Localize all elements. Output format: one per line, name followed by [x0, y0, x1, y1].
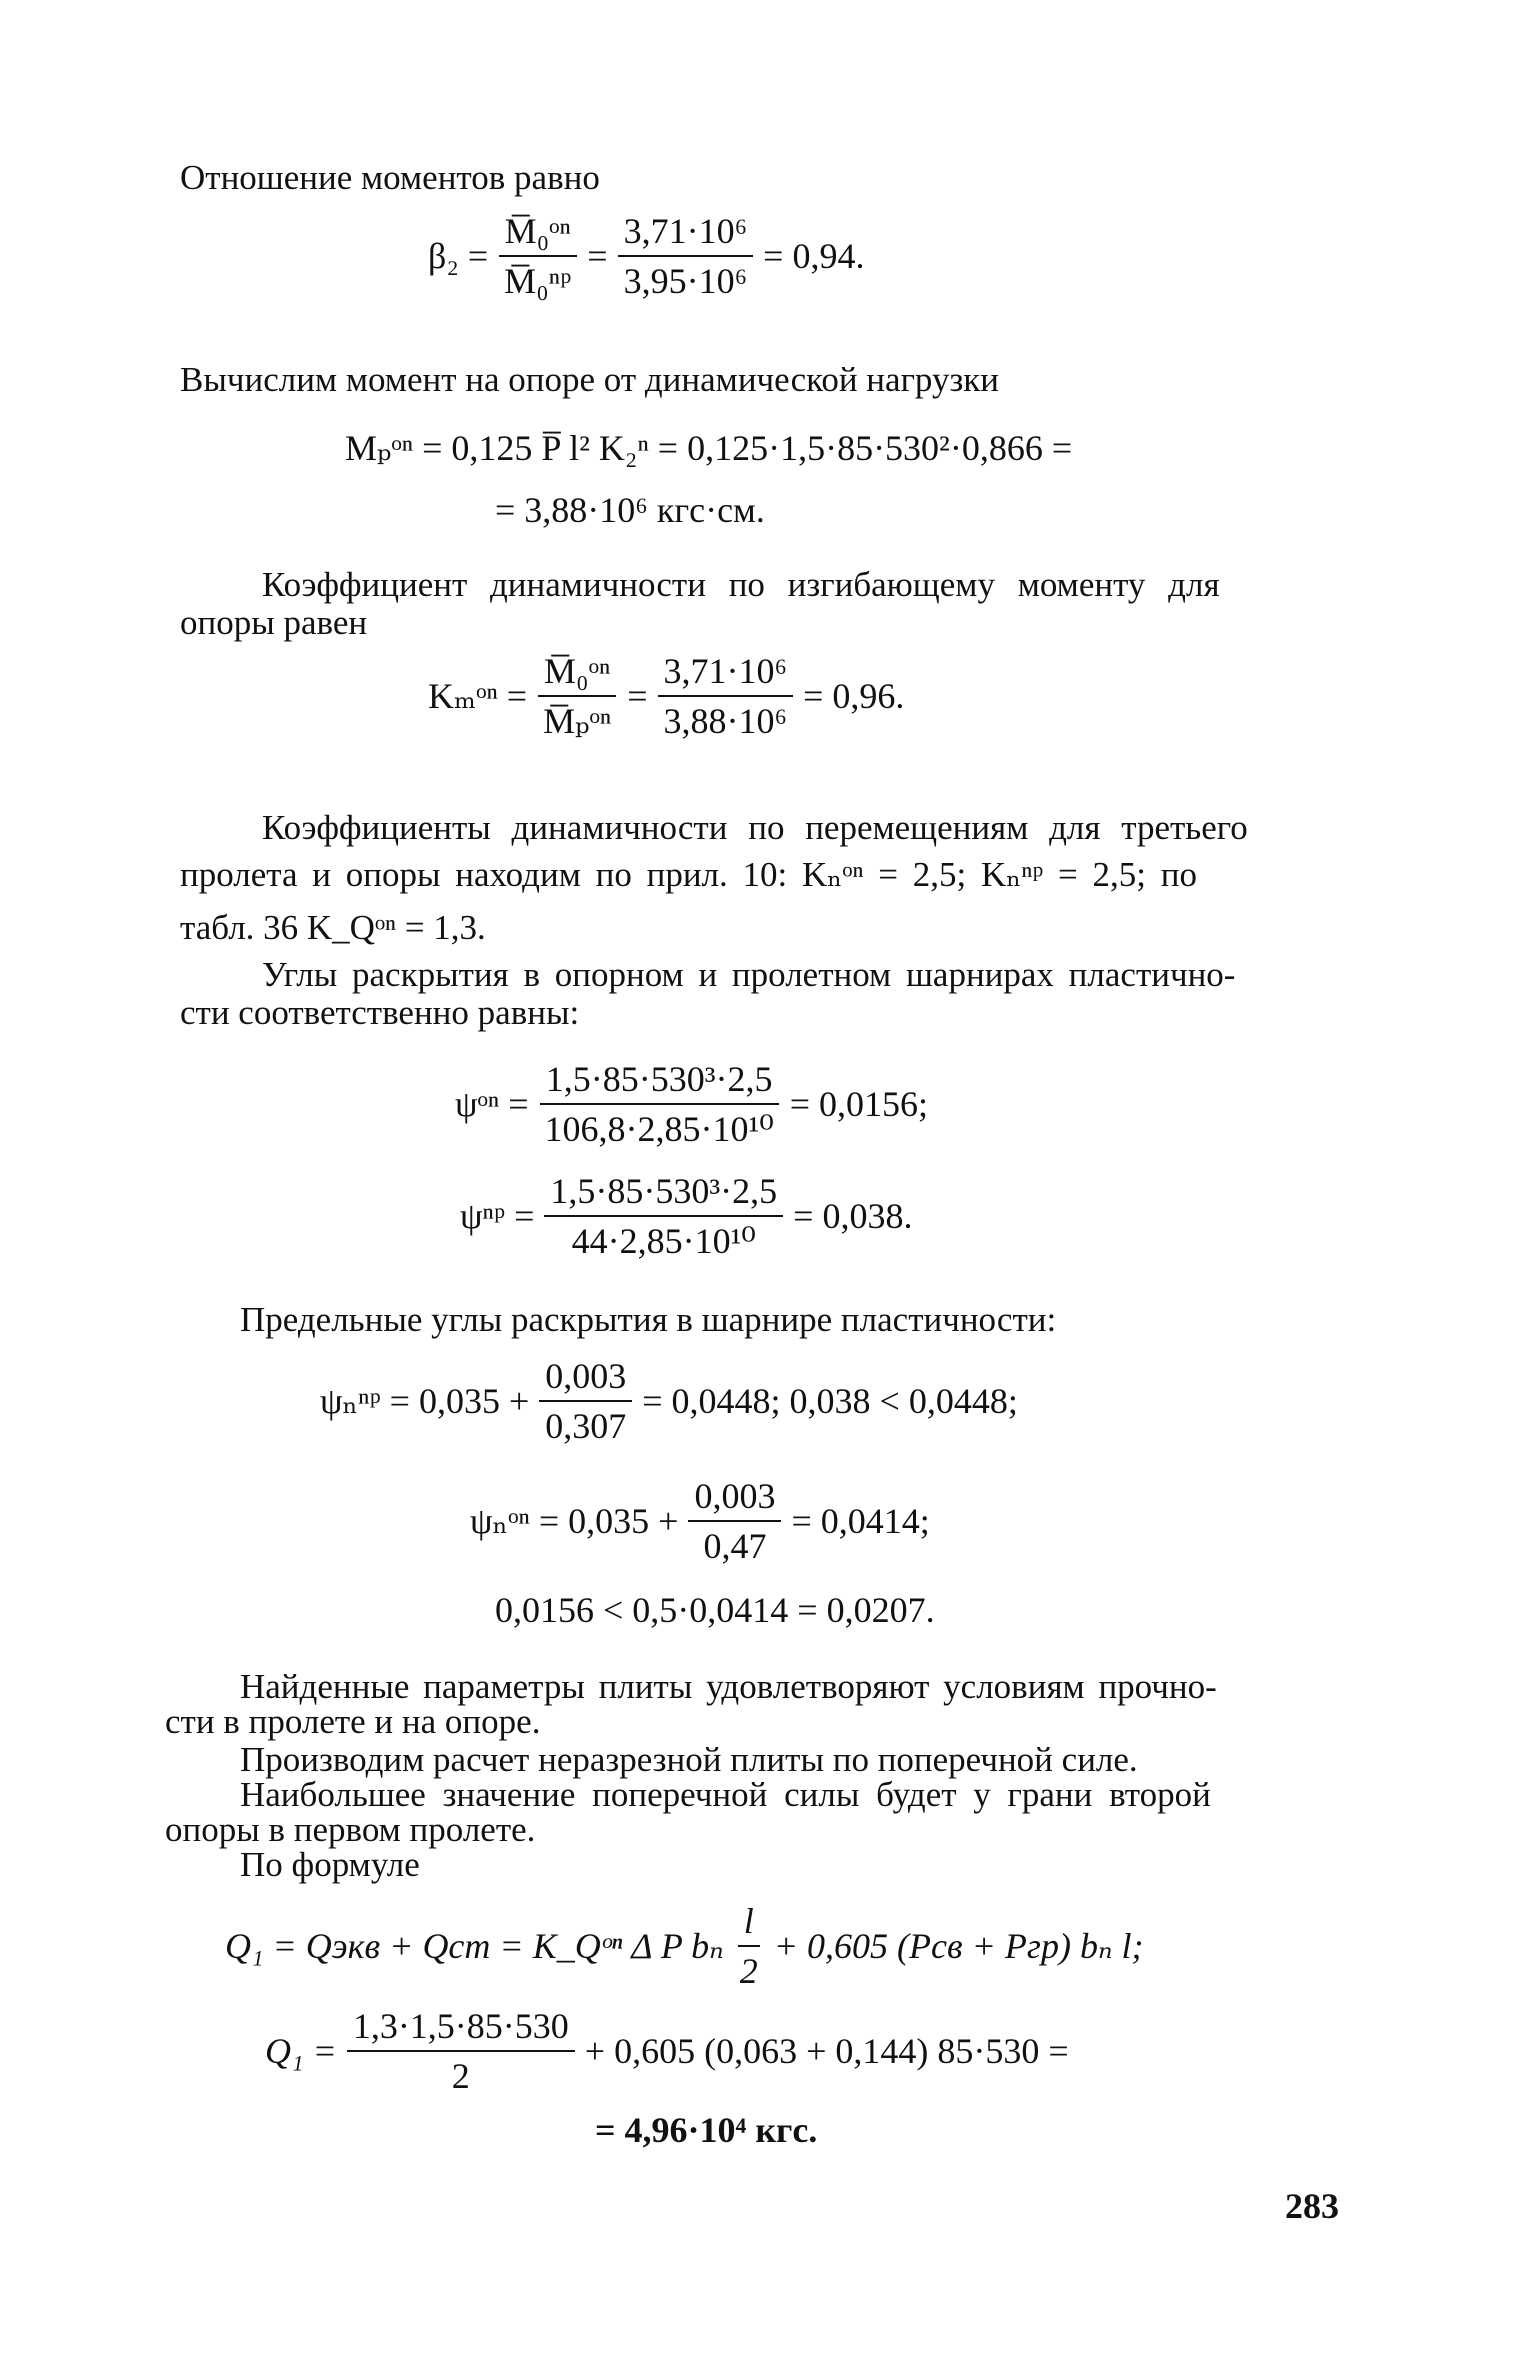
fraction: [498, 210, 577, 302]
eq-result: + 0,605 (0,063 + 0,144) 85·530 =: [584, 2031, 1069, 2071]
fraction-denominator: 3,88·10⁶: [663, 701, 788, 741]
eq-result: = 0,96.: [803, 676, 905, 716]
equation-psi-pr: [460, 1170, 912, 1262]
eq-lhs: ψₙⁿᵖ = 0,035 +: [320, 1381, 530, 1421]
text-line: Найденные параметры плиты удовлетворяют условиям прочно-: [240, 1667, 1217, 1706]
equation-mp-line1: Mₚᵒⁿ = 0,125 P̅ l² K₂ⁿ = 0,125·1,5·85·530²·0,866 =: [345, 428, 1073, 468]
eq-lhs: ψₙᵒⁿ = 0,035 +: [470, 1501, 679, 1541]
fraction-numerator: 3,71·10⁶: [618, 210, 754, 257]
fraction-numerator: 3,71·10⁶: [658, 650, 794, 697]
fraction: [539, 1058, 780, 1150]
fraction-denominator: 106,8·2,85·10¹⁰: [544, 1109, 774, 1149]
equation-limit-op: [470, 1475, 930, 1567]
equation-limit-pr: [320, 1355, 1018, 1447]
eq-result: = 0,038.: [793, 1196, 913, 1236]
eq-result: = 0,0414;: [791, 1501, 930, 1541]
equals-sign: =: [627, 676, 648, 716]
equation-q1-formula: [225, 1900, 1144, 1992]
equation-km: [428, 650, 904, 742]
fraction-denominator: M̅ₚᵒⁿ: [543, 701, 612, 741]
eq-lhs: Q₁ = Qэкв + Qст = K_Qᵒⁿ Δ P bₙ: [225, 1926, 724, 1966]
text-line: сти в пролете и на опоре.: [165, 1702, 541, 1741]
eq-lhs: Kₘᵒⁿ =: [428, 676, 528, 716]
fraction-numerator: 1,5·85·530³·2,5: [540, 1058, 779, 1105]
fraction-numerator: 1,3·1,5·85·530: [347, 2005, 575, 2052]
text-line: опоры в первом пролете.: [165, 1810, 536, 1849]
eq-result: = 0,94.: [763, 236, 865, 276]
fraction-numerator: l: [738, 1900, 760, 1947]
text-line: Коэффициент динамичности по изгибающему моменту для: [262, 565, 1220, 604]
fraction: [544, 1170, 783, 1262]
fraction-denominator: 3,95·10⁶: [623, 261, 748, 301]
fraction: [539, 1355, 632, 1447]
text-line: Вычислим момент на опоре от динамической нагрузки: [180, 360, 1000, 399]
fraction-denominator: 0,47: [703, 1526, 767, 1566]
text-line: опоры равен: [180, 603, 368, 642]
fraction: [347, 2005, 575, 2097]
text-line: сти соответственно равны:: [180, 993, 580, 1032]
equation-beta: [428, 210, 864, 302]
fraction-denominator: 44·2,85·10¹⁰: [571, 1221, 756, 1261]
equation-comparison: 0,0156 < 0,5·0,0414 = 0,0207.: [495, 1590, 935, 1630]
text-line: Углы раскрытия в опорном и пролетном шарнирах пластично-: [262, 955, 1236, 994]
fraction: [537, 650, 617, 742]
text-line: табл. 36 K_Qᵒⁿ = 1,3.: [180, 908, 486, 947]
fraction-denominator: M̅₀ⁿᵖ: [504, 261, 572, 301]
text-line: пролета и опоры находим по прил. 10: Kₙᵒⁿ = 2,5; Kₙⁿᵖ = 2,5; по: [180, 855, 1198, 894]
eq-lhs: ψᵒⁿ =: [455, 1084, 529, 1124]
eq-lhs: β₂ =: [428, 236, 489, 276]
fraction-denominator: 2: [451, 2056, 470, 2096]
eq-result: = 0,0156;: [789, 1084, 929, 1124]
page-number: 283: [1285, 2186, 1339, 2226]
text-line: По формуле: [240, 1845, 420, 1884]
equation-psi-op: [455, 1058, 928, 1150]
eq-lhs: Q₁ =: [265, 2031, 337, 2071]
fraction-denominator: 2: [739, 1951, 758, 1991]
fraction-numerator: 0,003: [539, 1355, 632, 1402]
fraction: [688, 1475, 781, 1567]
equation-q1-values: [265, 2005, 1069, 2097]
eq-result: = 0,0448; 0,038 < 0,0448;: [642, 1381, 1018, 1421]
text-line: Производим расчет неразрезной плиты по поперечной силе.: [240, 1740, 1138, 1779]
fraction-numerator: 0,003: [688, 1475, 781, 1522]
eq-lhs: ψⁿᵖ =: [460, 1196, 535, 1236]
fraction: [658, 650, 794, 742]
fraction-numerator: M̅₀ᵒⁿ: [538, 650, 616, 697]
fraction: [618, 210, 754, 302]
fraction-denominator: 0,307: [545, 1406, 627, 1446]
eq-result: + 0,605 (Pсв + Pгр) bₙ l;: [773, 1926, 1144, 1966]
text-line: Наибольшее значение поперечной силы будет у грани второй: [240, 1775, 1211, 1814]
text-line: Коэффициенты динамичности по перемещениям для третьего: [262, 808, 1248, 847]
fraction: [734, 1900, 764, 1992]
equation-q1-result: = 4,96·10⁴ кгс.: [595, 2110, 818, 2150]
fraction-numerator: 1,5·85·530³·2,5: [544, 1170, 783, 1217]
text-line: Отношение моментов равно: [180, 158, 600, 197]
equals-sign: =: [587, 236, 608, 276]
text-line: Предельные углы раскрытия в шарнире пластичности:: [240, 1300, 1057, 1339]
fraction-numerator: M̅₀ᵒⁿ: [499, 210, 577, 257]
equation-mp-line2: = 3,88·10⁶ кгс·см.: [495, 490, 765, 530]
